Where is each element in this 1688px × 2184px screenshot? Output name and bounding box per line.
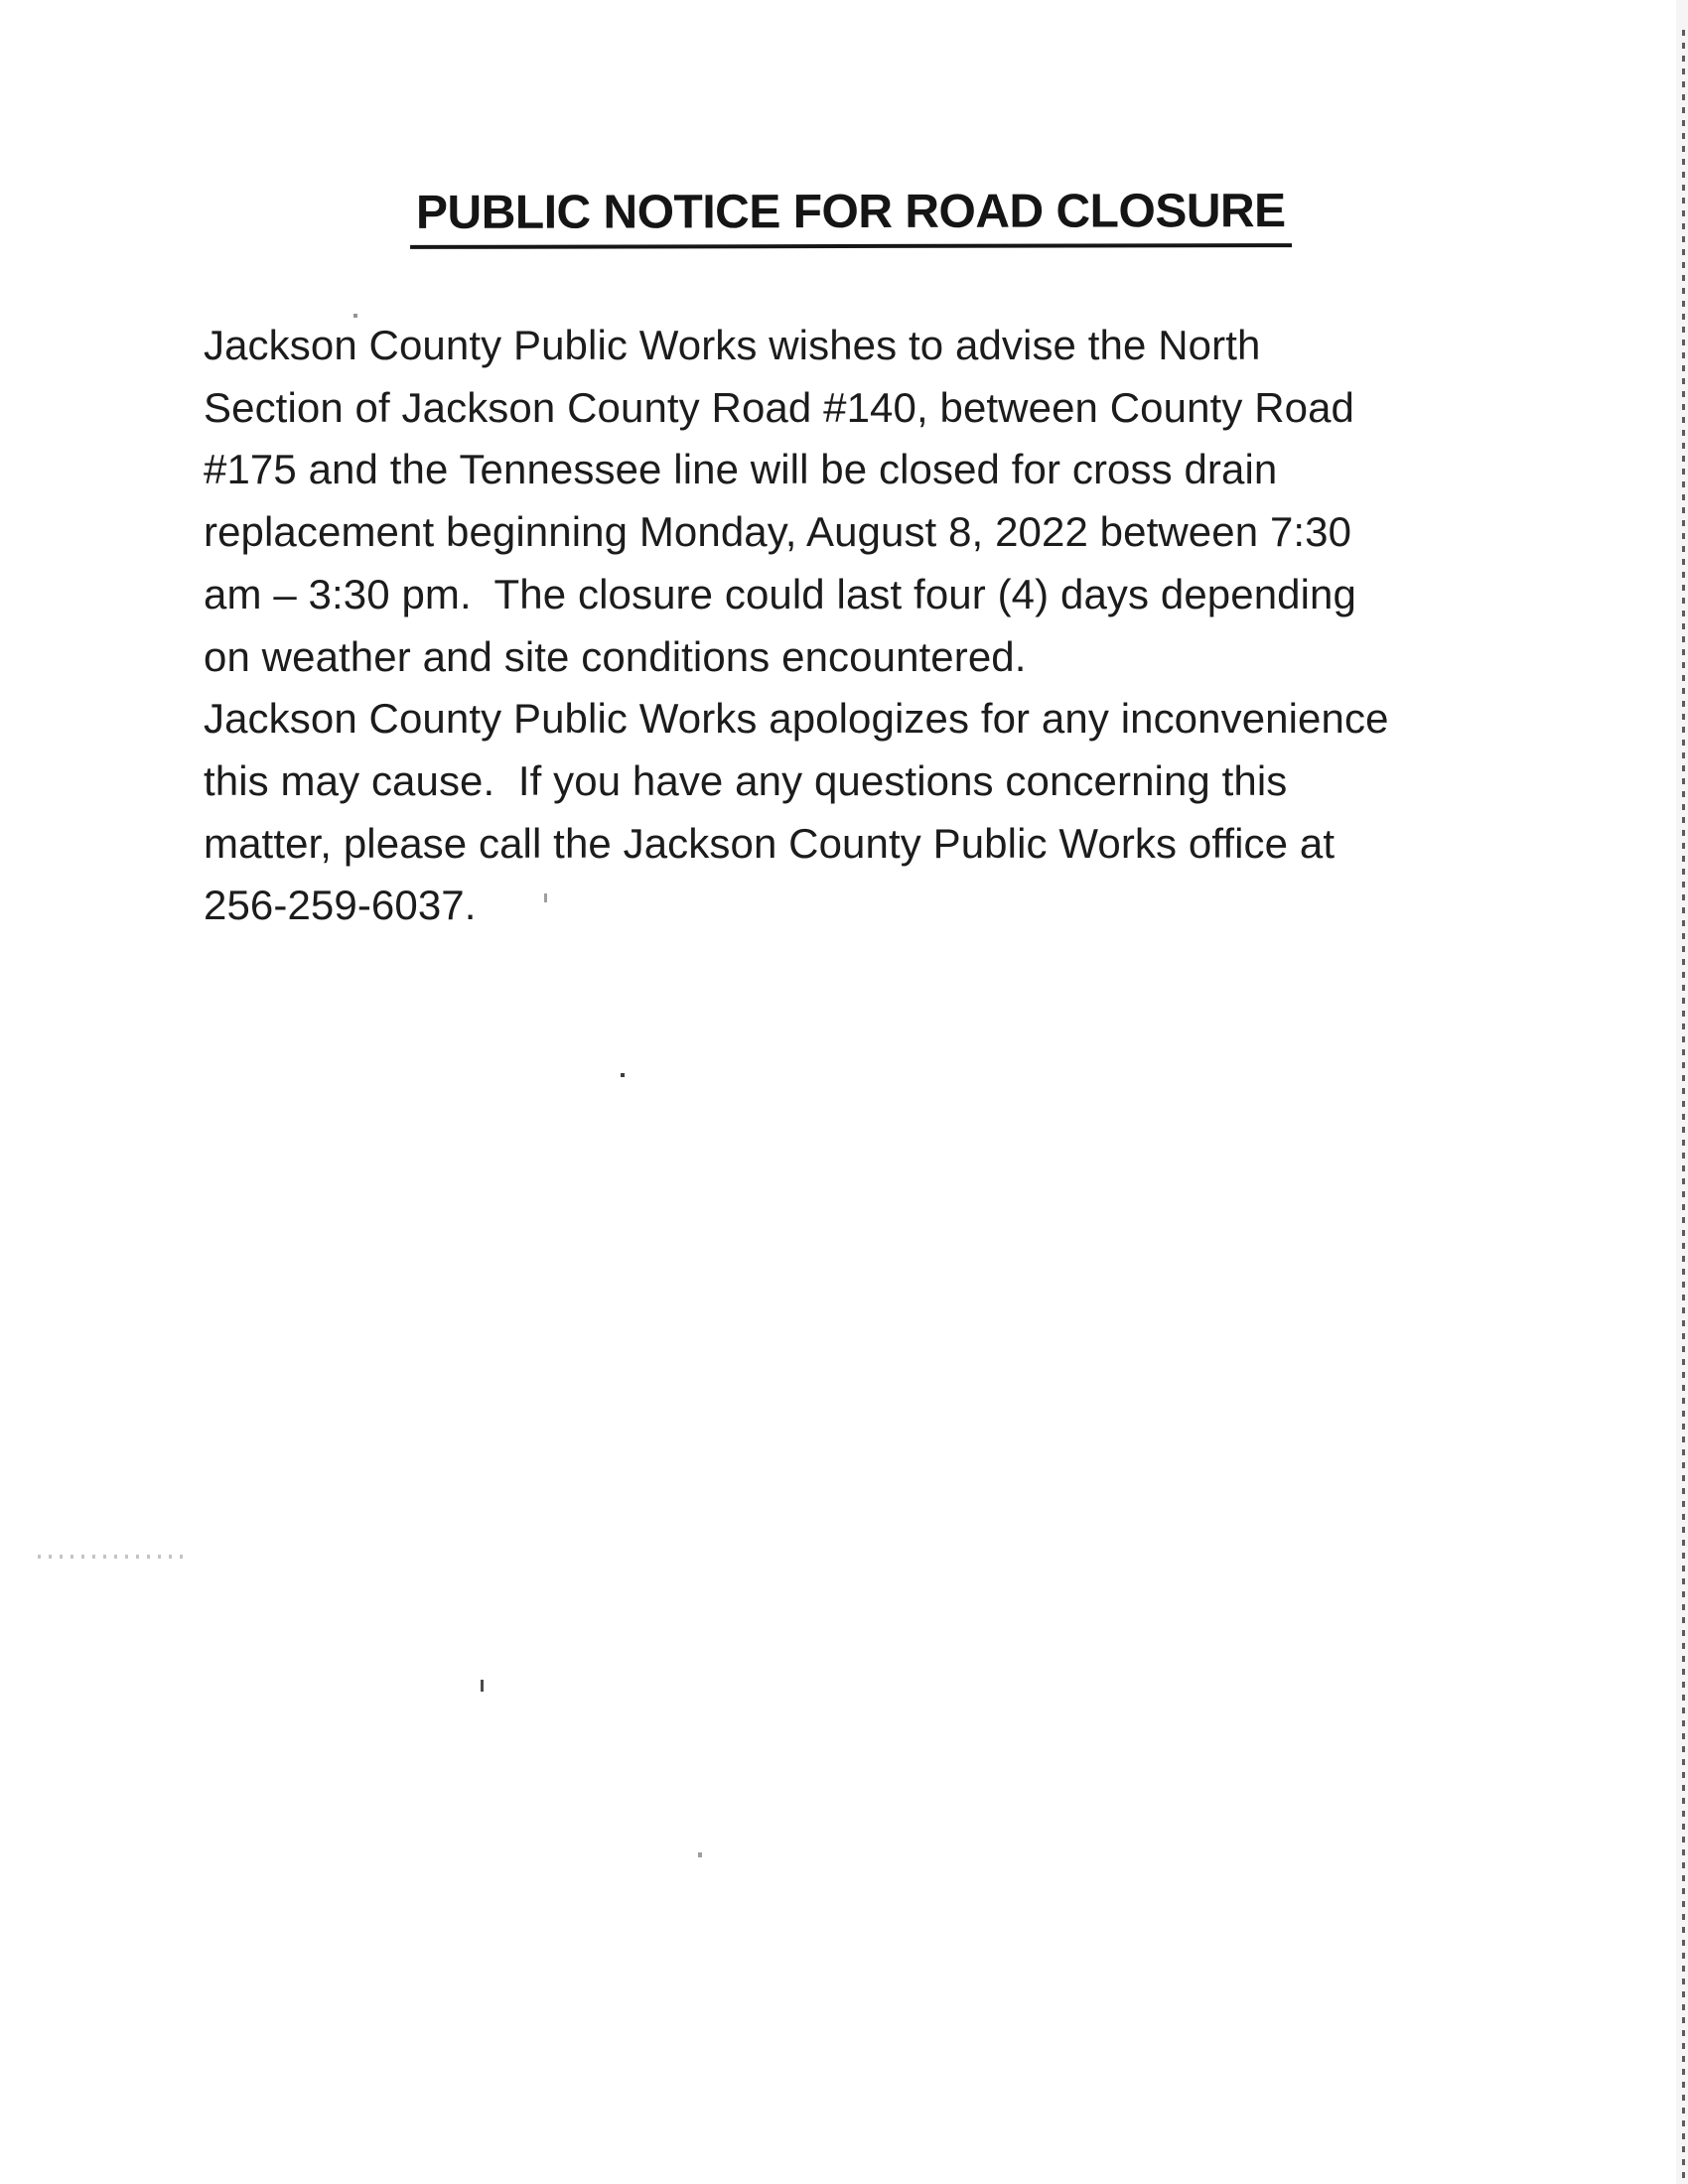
notice-line: Jackson County Public Works wishes to advise the North [204,322,1261,368]
scan-speck [481,1680,484,1692]
scan-speck [698,1852,702,1857]
notice-line: this may cause. If you have any questions concerning this [204,756,1288,804]
notice-line: replacement beginning Monday, August 8, 2022 between 7:30 [204,508,1352,556]
scan-speck [621,1073,625,1077]
notice-body [204,315,1514,937]
title-row [0,185,1688,248]
scan-speck [353,314,357,318]
notice-line: am – 3:30 pm. The closure could last four (4) days depending [204,570,1356,617]
page-title: PUBLIC NOTICE FOR ROAD CLOSURE [410,184,1292,249]
notice-line: 256-259-6037. [204,882,477,929]
scan-artifact-dashed-line [1682,30,1685,2184]
scan-speck [544,893,547,902]
notice-line: Section of Jackson County Road #140, between County Road [204,383,1354,431]
scan-artifact-dot-trail [38,1555,187,1559]
notice-line: on weather and site conditions encountered. [204,632,1027,680]
notice-line: #175 and the Tennessee line will be closed for cross drain [204,446,1278,493]
notice-line: matter, please call the Jackson County Public Works office at [204,819,1336,867]
notice-line: Jackson County Public Works apologizes for any inconvenience [204,695,1389,743]
